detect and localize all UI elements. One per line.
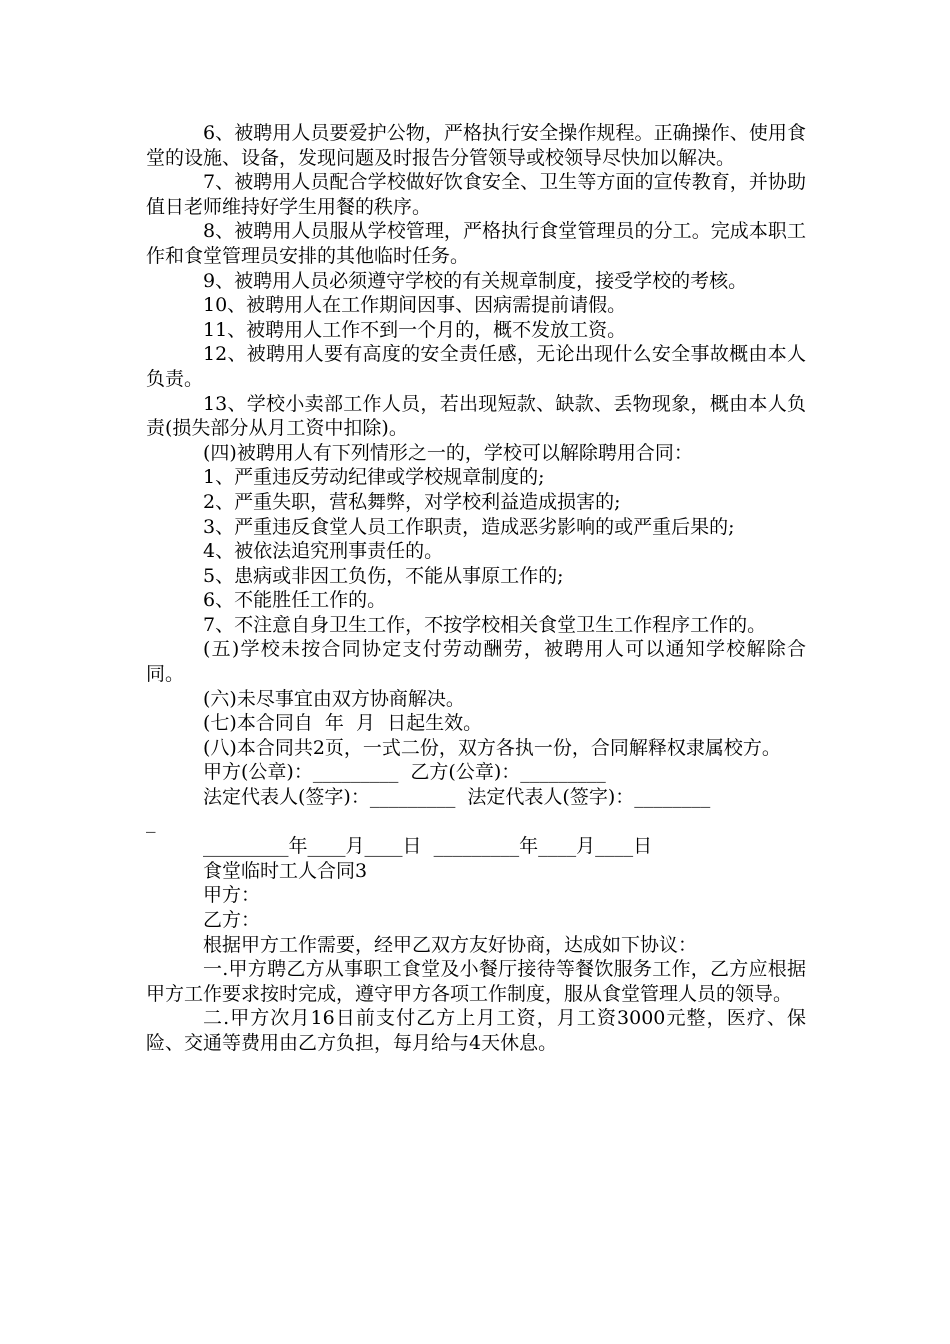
party-b-label: 乙方：	[203, 909, 261, 931]
clause-8: 8、被聘用人员服从学校管理，严格执行食堂管理员的分工。完成本职工作和食堂管理员安排的其他临时任务。	[146, 220, 806, 267]
clause-7: 7、被聘用人员配合学校做好饮食安全、卫生等方面的宣传教育，并协助值日老师维持好学生用餐的秩序。	[146, 171, 806, 218]
section-6: (六)未尽事宜由双方协商解决。	[203, 687, 465, 710]
clause-10: 10、被聘用人在工作期间因事、因病需提前请假。	[203, 294, 627, 317]
clause-6: 6、被聘用人员要爱护公物，严格执行安全操作规程。正确操作、使用食堂的设施、设备，发现问题及时报告分管领导或校领导尽快加以解决。	[146, 122, 806, 169]
party-seal-line: 甲方(公章)：_________ 乙方(公章)：_________	[203, 761, 606, 784]
legal-rep-signature-line: 法定代表人(签字)：_________ 法定代表人(签字)：________	[203, 786, 711, 809]
section-5: (五)学校未按合同协定支付劳动酬劳，被聘用人可以通知学校解除合同。	[146, 638, 806, 686]
section-7: (七)本合同自 年 月 日起生效。	[203, 712, 483, 735]
document-body	[146, 121, 806, 1056]
termination-item-3: 3、严重违反食堂人员工作职责，造成恶劣影响的或严重后果的;	[203, 515, 735, 538]
section-4-heading: (四)被聘用人有下列情形之一的，学校可以解除聘用合同：	[203, 441, 693, 464]
signature-date-line: _________年____月____日 _________年____月____日	[203, 835, 653, 858]
termination-item-5: 5、患病或非因工负伤，不能从事原工作的;	[203, 564, 564, 587]
contract-3-clause-2: 二.甲方次月16日前支付乙方上月工资，月工资3000元整，医疗、保险、交通等费用由乙方负担，每月给与4天休息。	[146, 1007, 806, 1054]
contract-3-preamble: 根据甲方工作需要，经甲乙双方友好协商，达成如下协议：	[203, 933, 698, 956]
section-8: (八)本合同共2页，一式二份，双方各执一份，合同解释权隶属校方。	[203, 736, 781, 759]
termination-item-1: 1、严重违反劳动纪律或学校规章制度的;	[203, 466, 545, 489]
termination-item-7: 7、不注意自身卫生工作，不按学校相关食堂卫生工作程序工作的。	[203, 613, 767, 636]
party-a-label: 甲方：	[203, 884, 261, 907]
clause-12: 12、被聘用人要有高度的安全责任感，无论出现什么安全事故概由本人负责。	[146, 343, 806, 390]
contract-3-clause-1: 一.甲方聘乙方从事职工食堂及小餐厅接待等餐饮服务工作，乙方应根据甲方工作要求按时完成，遵守甲方各项工作制度，服从食堂管理人员的领导。	[146, 958, 806, 1005]
signature-line-continuation: _	[146, 810, 156, 833]
termination-item-2: 2、严重失职，营私舞弊，对学校利益造成损害的;	[203, 490, 621, 513]
contract-3-title: 食堂临时工人合同3	[203, 859, 368, 882]
clause-11: 11、被聘用人工作不到一个月的，概不发放工资。	[203, 318, 627, 341]
termination-item-4: 4、被依法追究刑事责任的。	[203, 540, 444, 563]
termination-item-6: 6、不能胜任工作的。	[203, 589, 387, 612]
clause-9: 9、被聘用人员必须遵守学校的有关规章制度，接受学校的考核。	[203, 269, 748, 292]
clause-13: 13、学校小卖部工作人员，若出现短款、缺款、丢物现象，概由本人负责(损失部分从月工资中扣除)。	[146, 392, 806, 440]
